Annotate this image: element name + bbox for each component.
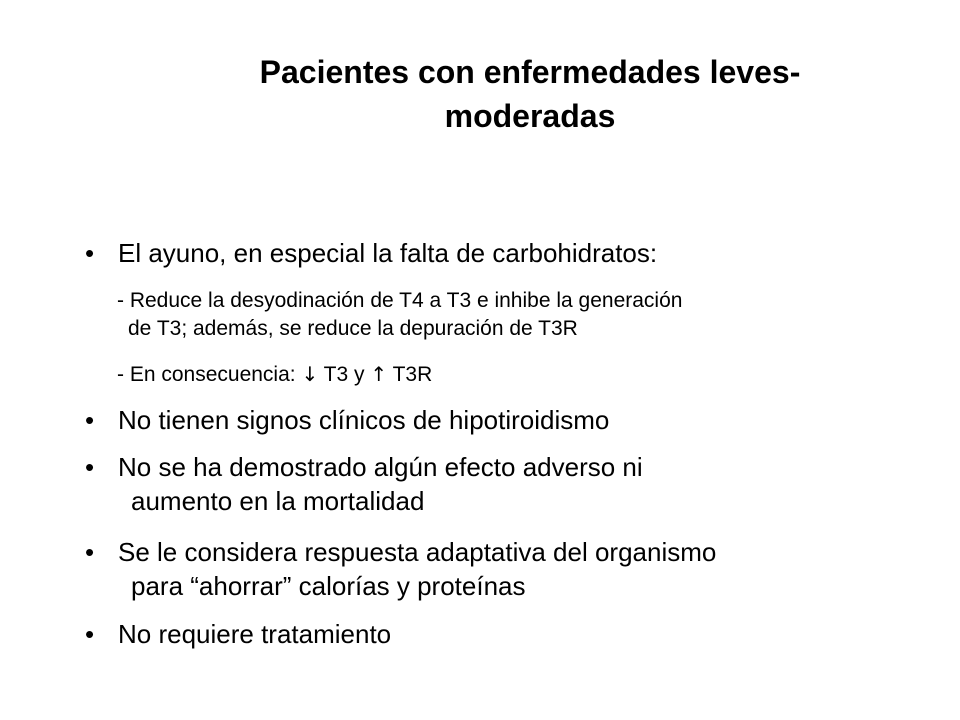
bullet-text-continuation: para “ahorrar” calorías y proteínas [131, 571, 526, 601]
sub-item-consequence [117, 360, 432, 389]
sub-item-text-line-1: - Reduce la desyodinación de T4 a T3 e inhibe la generación [117, 289, 683, 312]
arrow-down-icon: ↓ [301, 362, 319, 386]
bullet-marker: • [85, 238, 95, 268]
slide-title-line-2: moderadas [444, 98, 616, 134]
slide-title [200, 50, 860, 138]
sub-item-prefix: - En consecuencia: [117, 363, 302, 386]
bullet-marker: • [85, 452, 95, 482]
bullet-marker: • [85, 405, 95, 435]
slide-title-line-1: Pacientes con enfermedades leves- [259, 54, 801, 90]
sub-item-reduce [117, 287, 682, 343]
sub-item-suffix: T3R [387, 363, 433, 386]
bullet-text-continuation: aumento en la mortalidad [131, 486, 425, 516]
sub-item-text-line-2: de T3; además, se reduce la depuración de T3R [128, 317, 578, 340]
bullet-text: No se ha demostrado algún efecto adverso ni [118, 452, 643, 482]
bullet-marker: • [85, 619, 95, 649]
bullet-marker: • [85, 537, 95, 567]
bullet-text: El ayuno, en especial la falta de carbohidratos: [118, 238, 658, 268]
bullet-text: Se le considera respuesta adaptativa del organismo [118, 537, 717, 567]
bullet-text: No requiere tratamiento [118, 619, 392, 649]
bullet-text: No tienen signos clínicos de hipotiroidismo [118, 405, 610, 435]
sub-item-mid: T3 y [318, 363, 371, 386]
arrow-up-icon: ↑ [370, 362, 388, 386]
